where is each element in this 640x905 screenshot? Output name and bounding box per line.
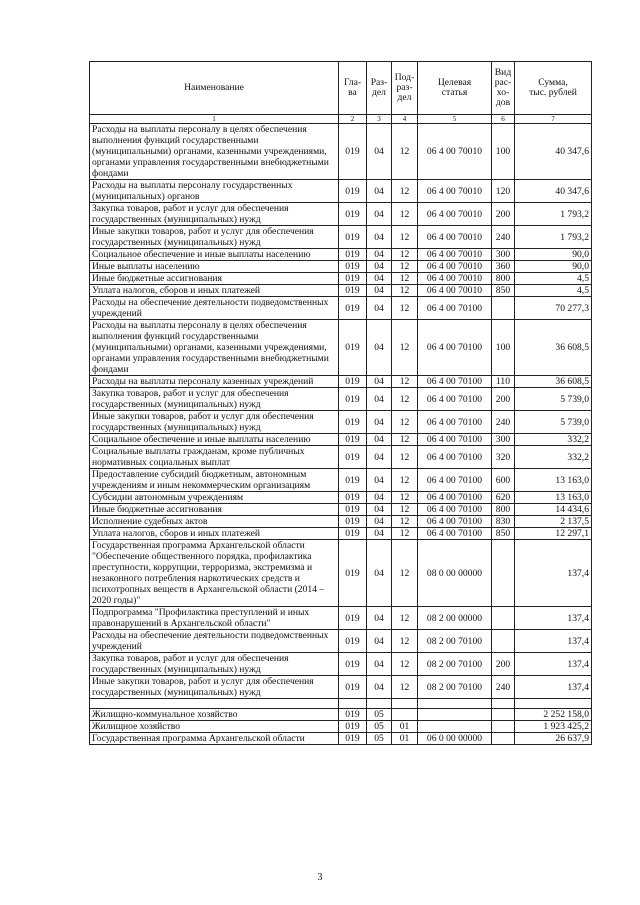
row-section: 04 <box>367 320 392 376</box>
row-name: Расходы на выплаты персоналу в целях обеспечения выполнения функций государственными (муниципальными) органами, казенными учреждениями, органами управления государственными внебюджетными фондами <box>90 320 339 376</box>
row-name: Иные закупки товаров, работ и услуг для обеспечения государственных (муниципальных) нужд <box>90 676 339 699</box>
row-expense-type: 110 <box>492 376 515 388</box>
row-subsection: 12 <box>392 226 418 249</box>
row-target: 08 2 00 70100 <box>418 676 492 699</box>
row-amount: 90,0 <box>515 249 592 261</box>
row-target: 06 4 00 70100 <box>418 411 492 434</box>
table-row <box>90 434 592 446</box>
row-section: 04 <box>367 180 392 203</box>
row-chapter: 019 <box>339 653 367 676</box>
row-chapter: 019 <box>339 261 367 273</box>
row-target: 06 4 00 70100 <box>418 388 492 411</box>
row-name: Социальное обеспечение и иные выплаты населению <box>90 434 339 446</box>
column-number-row <box>90 115 592 124</box>
row-expense-type: 200 <box>492 653 515 676</box>
row-amount: 5 739,0 <box>515 388 592 411</box>
row-amount: 137,4 <box>515 653 592 676</box>
table-row <box>90 446 592 469</box>
row-name: Жилищное хозяйство <box>90 721 339 733</box>
table-row <box>90 607 592 630</box>
row-target <box>418 699 492 709</box>
row-chapter: 019 <box>339 492 367 504</box>
row-name: Иные закупки товаров, работ и услуг для обеспечения государственных (муниципальных) нужд <box>90 226 339 249</box>
row-name: Расходы на выплаты персоналу государственных (муниципальных) органов <box>90 180 339 203</box>
row-target: 06 4 00 70010 <box>418 249 492 261</box>
row-chapter: 019 <box>339 709 367 721</box>
row-expense-type <box>492 540 515 607</box>
col-header-amount: Сумма, тыс. рублей <box>515 62 592 115</box>
row-expense-type <box>492 607 515 630</box>
table-row <box>90 630 592 653</box>
row-chapter: 019 <box>339 733 367 745</box>
row-amount: 332,2 <box>515 434 592 446</box>
row-expense-type: 100 <box>492 320 515 376</box>
row-chapter: 019 <box>339 504 367 516</box>
row-chapter: 019 <box>339 630 367 653</box>
row-subsection: 12 <box>392 180 418 203</box>
row-chapter: 019 <box>339 388 367 411</box>
row-section: 04 <box>367 446 392 469</box>
row-chapter: 019 <box>339 469 367 492</box>
row-expense-type <box>492 721 515 733</box>
table-row <box>90 226 592 249</box>
row-section: 04 <box>367 676 392 699</box>
row-target: 06 4 00 70010 <box>418 273 492 285</box>
row-amount: 70 277,3 <box>515 297 592 320</box>
row-expense-type: 120 <box>492 180 515 203</box>
row-chapter: 019 <box>339 411 367 434</box>
row-subsection: 12 <box>392 446 418 469</box>
row-chapter: 019 <box>339 273 367 285</box>
row-subsection: 12 <box>392 434 418 446</box>
row-amount: 1 923 425,2 <box>515 721 592 733</box>
row-subsection: 12 <box>392 320 418 376</box>
row-name: Иные бюджетные ассигнования <box>90 504 339 516</box>
row-amount: 137,4 <box>515 630 592 653</box>
col-header-name: Наименование <box>90 62 339 115</box>
row-target: 08 2 00 70100 <box>418 630 492 653</box>
row-expense-type: 850 <box>492 285 515 297</box>
row-expense-type: 320 <box>492 446 515 469</box>
row-subsection: 12 <box>392 124 418 180</box>
row-name: Предоставление субсидий бюджетным, автономным учреждениям и иным некоммерческим организациям <box>90 469 339 492</box>
row-expense-type <box>492 699 515 709</box>
row-amount: 26 637,9 <box>515 733 592 745</box>
row-chapter: 019 <box>339 376 367 388</box>
column-number: 2 <box>339 115 367 124</box>
row-subsection: 12 <box>392 492 418 504</box>
row-section: 04 <box>367 376 392 388</box>
row-subsection: 12 <box>392 469 418 492</box>
row-section: 04 <box>367 528 392 540</box>
row-target: 08 2 00 00000 <box>418 607 492 630</box>
row-name: Закупка товаров, работ и услуг для обеспечения государственных (муниципальных) нужд <box>90 653 339 676</box>
row-section: 04 <box>367 249 392 261</box>
row-expense-type: 800 <box>492 504 515 516</box>
row-amount: 12 297,1 <box>515 528 592 540</box>
row-subsection: 12 <box>392 285 418 297</box>
row-chapter: 019 <box>339 446 367 469</box>
table-row <box>90 469 592 492</box>
row-amount: 4,5 <box>515 285 592 297</box>
row-expense-type: 620 <box>492 492 515 504</box>
row-target: 06 4 00 70100 <box>418 528 492 540</box>
row-chapter: 019 <box>339 226 367 249</box>
row-expense-type: 800 <box>492 273 515 285</box>
row-target: 06 4 00 70100 <box>418 446 492 469</box>
row-target: 06 4 00 70100 <box>418 434 492 446</box>
row-section: 04 <box>367 469 392 492</box>
row-subsection: 12 <box>392 676 418 699</box>
row-chapter: 019 <box>339 124 367 180</box>
row-name: Расходы на обеспечение деятельности подведомственных учреждений <box>90 297 339 320</box>
column-number: 7 <box>515 115 592 124</box>
row-section: 04 <box>367 273 392 285</box>
row-target: 08 0 00 00000 <box>418 540 492 607</box>
table-body <box>90 124 592 745</box>
row-target: 06 4 00 70010 <box>418 261 492 273</box>
row-name: Субсидии автономным учреждениям <box>90 492 339 504</box>
table-row <box>90 699 592 709</box>
row-expense-type: 600 <box>492 469 515 492</box>
row-amount: 40 347,6 <box>515 180 592 203</box>
table-row <box>90 516 592 528</box>
row-chapter: 019 <box>339 540 367 607</box>
row-amount: 14 434,6 <box>515 504 592 516</box>
row-amount: 1 793,2 <box>515 203 592 226</box>
row-target: 06 4 00 70010 <box>418 203 492 226</box>
row-target: 06 0 00 00000 <box>418 733 492 745</box>
table-row <box>90 273 592 285</box>
table-row <box>90 249 592 261</box>
row-amount: 332,2 <box>515 446 592 469</box>
row-name <box>90 699 339 709</box>
column-number: 3 <box>367 115 392 124</box>
row-subsection: 12 <box>392 261 418 273</box>
row-name: Расходы на выплаты персоналу казенных учреждений <box>90 376 339 388</box>
row-section: 04 <box>367 261 392 273</box>
row-subsection <box>392 699 418 709</box>
table-row <box>90 124 592 180</box>
row-chapter: 019 <box>339 528 367 540</box>
row-expense-type: 240 <box>492 411 515 434</box>
row-section: 04 <box>367 411 392 434</box>
budget-table <box>89 61 592 745</box>
row-amount: 5 739,0 <box>515 411 592 434</box>
row-target: 06 4 00 70100 <box>418 504 492 516</box>
row-section: 04 <box>367 297 392 320</box>
row-section: 04 <box>367 203 392 226</box>
col-header-target: Целевая статья <box>418 62 492 115</box>
column-number: 1 <box>90 115 339 124</box>
row-name: Социальные выплаты гражданам, кроме публичных нормативных социальных выплат <box>90 446 339 469</box>
row-expense-type: 100 <box>492 124 515 180</box>
row-chapter: 019 <box>339 676 367 699</box>
col-header-subsection: Под- раз- дел <box>392 62 418 115</box>
row-section: 05 <box>367 733 392 745</box>
row-chapter: 019 <box>339 285 367 297</box>
row-subsection <box>392 709 418 721</box>
row-chapter: 019 <box>339 249 367 261</box>
table-row <box>90 540 592 607</box>
row-chapter: 019 <box>339 607 367 630</box>
row-target: 06 4 00 70100 <box>418 320 492 376</box>
row-expense-type <box>492 630 515 653</box>
row-subsection: 12 <box>392 607 418 630</box>
table-row <box>90 653 592 676</box>
row-subsection: 12 <box>392 528 418 540</box>
row-section: 04 <box>367 124 392 180</box>
row-amount: 90,0 <box>515 261 592 273</box>
column-number: 4 <box>392 115 418 124</box>
table-row <box>90 180 592 203</box>
row-section: 04 <box>367 226 392 249</box>
table-row <box>90 411 592 434</box>
row-subsection: 12 <box>392 376 418 388</box>
row-expense-type: 240 <box>492 226 515 249</box>
row-expense-type: 300 <box>492 434 515 446</box>
row-section: 04 <box>367 492 392 504</box>
row-section: 04 <box>367 388 392 411</box>
table-row <box>90 297 592 320</box>
row-name: Жилищно-коммунальное хозяйство <box>90 709 339 721</box>
row-amount <box>515 699 592 709</box>
row-expense-type: 300 <box>492 249 515 261</box>
row-subsection: 01 <box>392 733 418 745</box>
row-chapter: 019 <box>339 180 367 203</box>
row-expense-type <box>492 709 515 721</box>
row-target: 06 4 00 70100 <box>418 376 492 388</box>
col-header-expense-type: Вид рас- хо- дов <box>492 62 515 115</box>
table-row <box>90 504 592 516</box>
col-header-section: Раз- дел <box>367 62 392 115</box>
row-name: Государственная программа Архангельской области <box>90 733 339 745</box>
row-section: 05 <box>367 709 392 721</box>
row-expense-type: 240 <box>492 676 515 699</box>
row-chapter: 019 <box>339 203 367 226</box>
row-expense-type <box>492 297 515 320</box>
row-section: 05 <box>367 721 392 733</box>
table-row <box>90 528 592 540</box>
table-row <box>90 492 592 504</box>
row-name: Подпрограмма "Профилактика преступлений и иных правонарушений в Архангельской области" <box>90 607 339 630</box>
column-number: 6 <box>492 115 515 124</box>
row-subsection: 01 <box>392 721 418 733</box>
row-amount: 40 347,6 <box>515 124 592 180</box>
row-section: 04 <box>367 607 392 630</box>
row-section: 04 <box>367 434 392 446</box>
row-target: 06 4 00 70010 <box>418 226 492 249</box>
row-amount: 2 252 158,0 <box>515 709 592 721</box>
row-chapter: 019 <box>339 721 367 733</box>
table-row <box>90 721 592 733</box>
row-name: Закупка товаров, работ и услуг для обеспечения государственных (муниципальных) нужд <box>90 203 339 226</box>
row-amount: 4,5 <box>515 273 592 285</box>
row-section: 04 <box>367 285 392 297</box>
row-subsection: 12 <box>392 653 418 676</box>
row-expense-type: 830 <box>492 516 515 528</box>
table-row <box>90 261 592 273</box>
row-amount: 137,4 <box>515 676 592 699</box>
row-target: 06 4 00 70010 <box>418 124 492 180</box>
row-subsection: 12 <box>392 504 418 516</box>
row-chapter: 019 <box>339 516 367 528</box>
column-number: 5 <box>418 115 492 124</box>
row-name: Социальное обеспечение и иные выплаты населению <box>90 249 339 261</box>
row-subsection: 12 <box>392 411 418 434</box>
row-chapter: 019 <box>339 297 367 320</box>
row-target: 08 2 00 70100 <box>418 653 492 676</box>
row-subsection: 12 <box>392 516 418 528</box>
row-subsection: 12 <box>392 297 418 320</box>
row-chapter: 019 <box>339 434 367 446</box>
page-number: 3 <box>317 872 323 883</box>
row-amount: 1 793,2 <box>515 226 592 249</box>
table-row <box>90 320 592 376</box>
table-row <box>90 709 592 721</box>
row-amount: 36 608,5 <box>515 376 592 388</box>
row-target <box>418 709 492 721</box>
row-name: Исполнение судебных актов <box>90 516 339 528</box>
row-chapter: 019 <box>339 320 367 376</box>
row-expense-type: 850 <box>492 528 515 540</box>
row-section <box>367 699 392 709</box>
table-row <box>90 388 592 411</box>
table-row <box>90 733 592 745</box>
row-expense-type: 200 <box>492 388 515 411</box>
row-subsection: 12 <box>392 273 418 285</box>
row-subsection: 12 <box>392 388 418 411</box>
row-subsection: 12 <box>392 203 418 226</box>
row-name: Уплата налогов, сборов и иных платежей <box>90 285 339 297</box>
row-subsection: 12 <box>392 630 418 653</box>
row-name: Закупка товаров, работ и услуг для обеспечения государственных (муниципальных) нужд <box>90 388 339 411</box>
row-target: 06 4 00 70100 <box>418 469 492 492</box>
table-row <box>90 676 592 699</box>
row-section: 04 <box>367 540 392 607</box>
table-row <box>90 203 592 226</box>
table-row <box>90 376 592 388</box>
row-amount: 137,4 <box>515 607 592 630</box>
row-amount: 2 137,5 <box>515 516 592 528</box>
header-row <box>90 62 592 115</box>
row-name: Расходы на выплаты персоналу в целях обеспечения выполнения функций государственными (муниципальными) органами, казенными учреждениями, органами управления государственными внебюджетными фондами <box>90 124 339 180</box>
row-name: Иные закупки товаров, работ и услуг для обеспечения государственных (муниципальных) нужд <box>90 411 339 434</box>
row-target: 06 4 00 70010 <box>418 180 492 203</box>
row-target: 06 4 00 70100 <box>418 516 492 528</box>
row-subsection: 12 <box>392 249 418 261</box>
row-expense-type: 200 <box>492 203 515 226</box>
row-name: Иные бюджетные ассигнования <box>90 273 339 285</box>
row-section: 04 <box>367 630 392 653</box>
row-section: 04 <box>367 653 392 676</box>
row-name: Иные выплаты населению <box>90 261 339 273</box>
table-row <box>90 285 592 297</box>
row-chapter <box>339 699 367 709</box>
row-target <box>418 721 492 733</box>
row-amount: 137,4 <box>515 540 592 607</box>
row-expense-type: 360 <box>492 261 515 273</box>
row-amount: 36 608,5 <box>515 320 592 376</box>
row-name: Государственная программа Архангельской области "Обеспечение общественного порядка, профилактика преступности, коррупции, терроризма, экстремизма и незаконного потребления наркотических средств и психотропных веществ в Архангельской области (2014 – 2020 годы)" <box>90 540 339 607</box>
row-target: 06 4 00 70010 <box>418 285 492 297</box>
row-expense-type <box>492 733 515 745</box>
row-target: 06 4 00 70100 <box>418 492 492 504</box>
col-header-chapter: Гла- ва <box>339 62 367 115</box>
row-name: Уплата налогов, сборов и иных платежей <box>90 528 339 540</box>
row-amount: 13 163,0 <box>515 492 592 504</box>
row-section: 04 <box>367 504 392 516</box>
row-subsection: 12 <box>392 540 418 607</box>
row-amount: 13 163,0 <box>515 469 592 492</box>
row-section: 04 <box>367 516 392 528</box>
row-target: 06 4 00 70100 <box>418 297 492 320</box>
row-name: Расходы на обеспечение деятельности подведомственных учреждений <box>90 630 339 653</box>
